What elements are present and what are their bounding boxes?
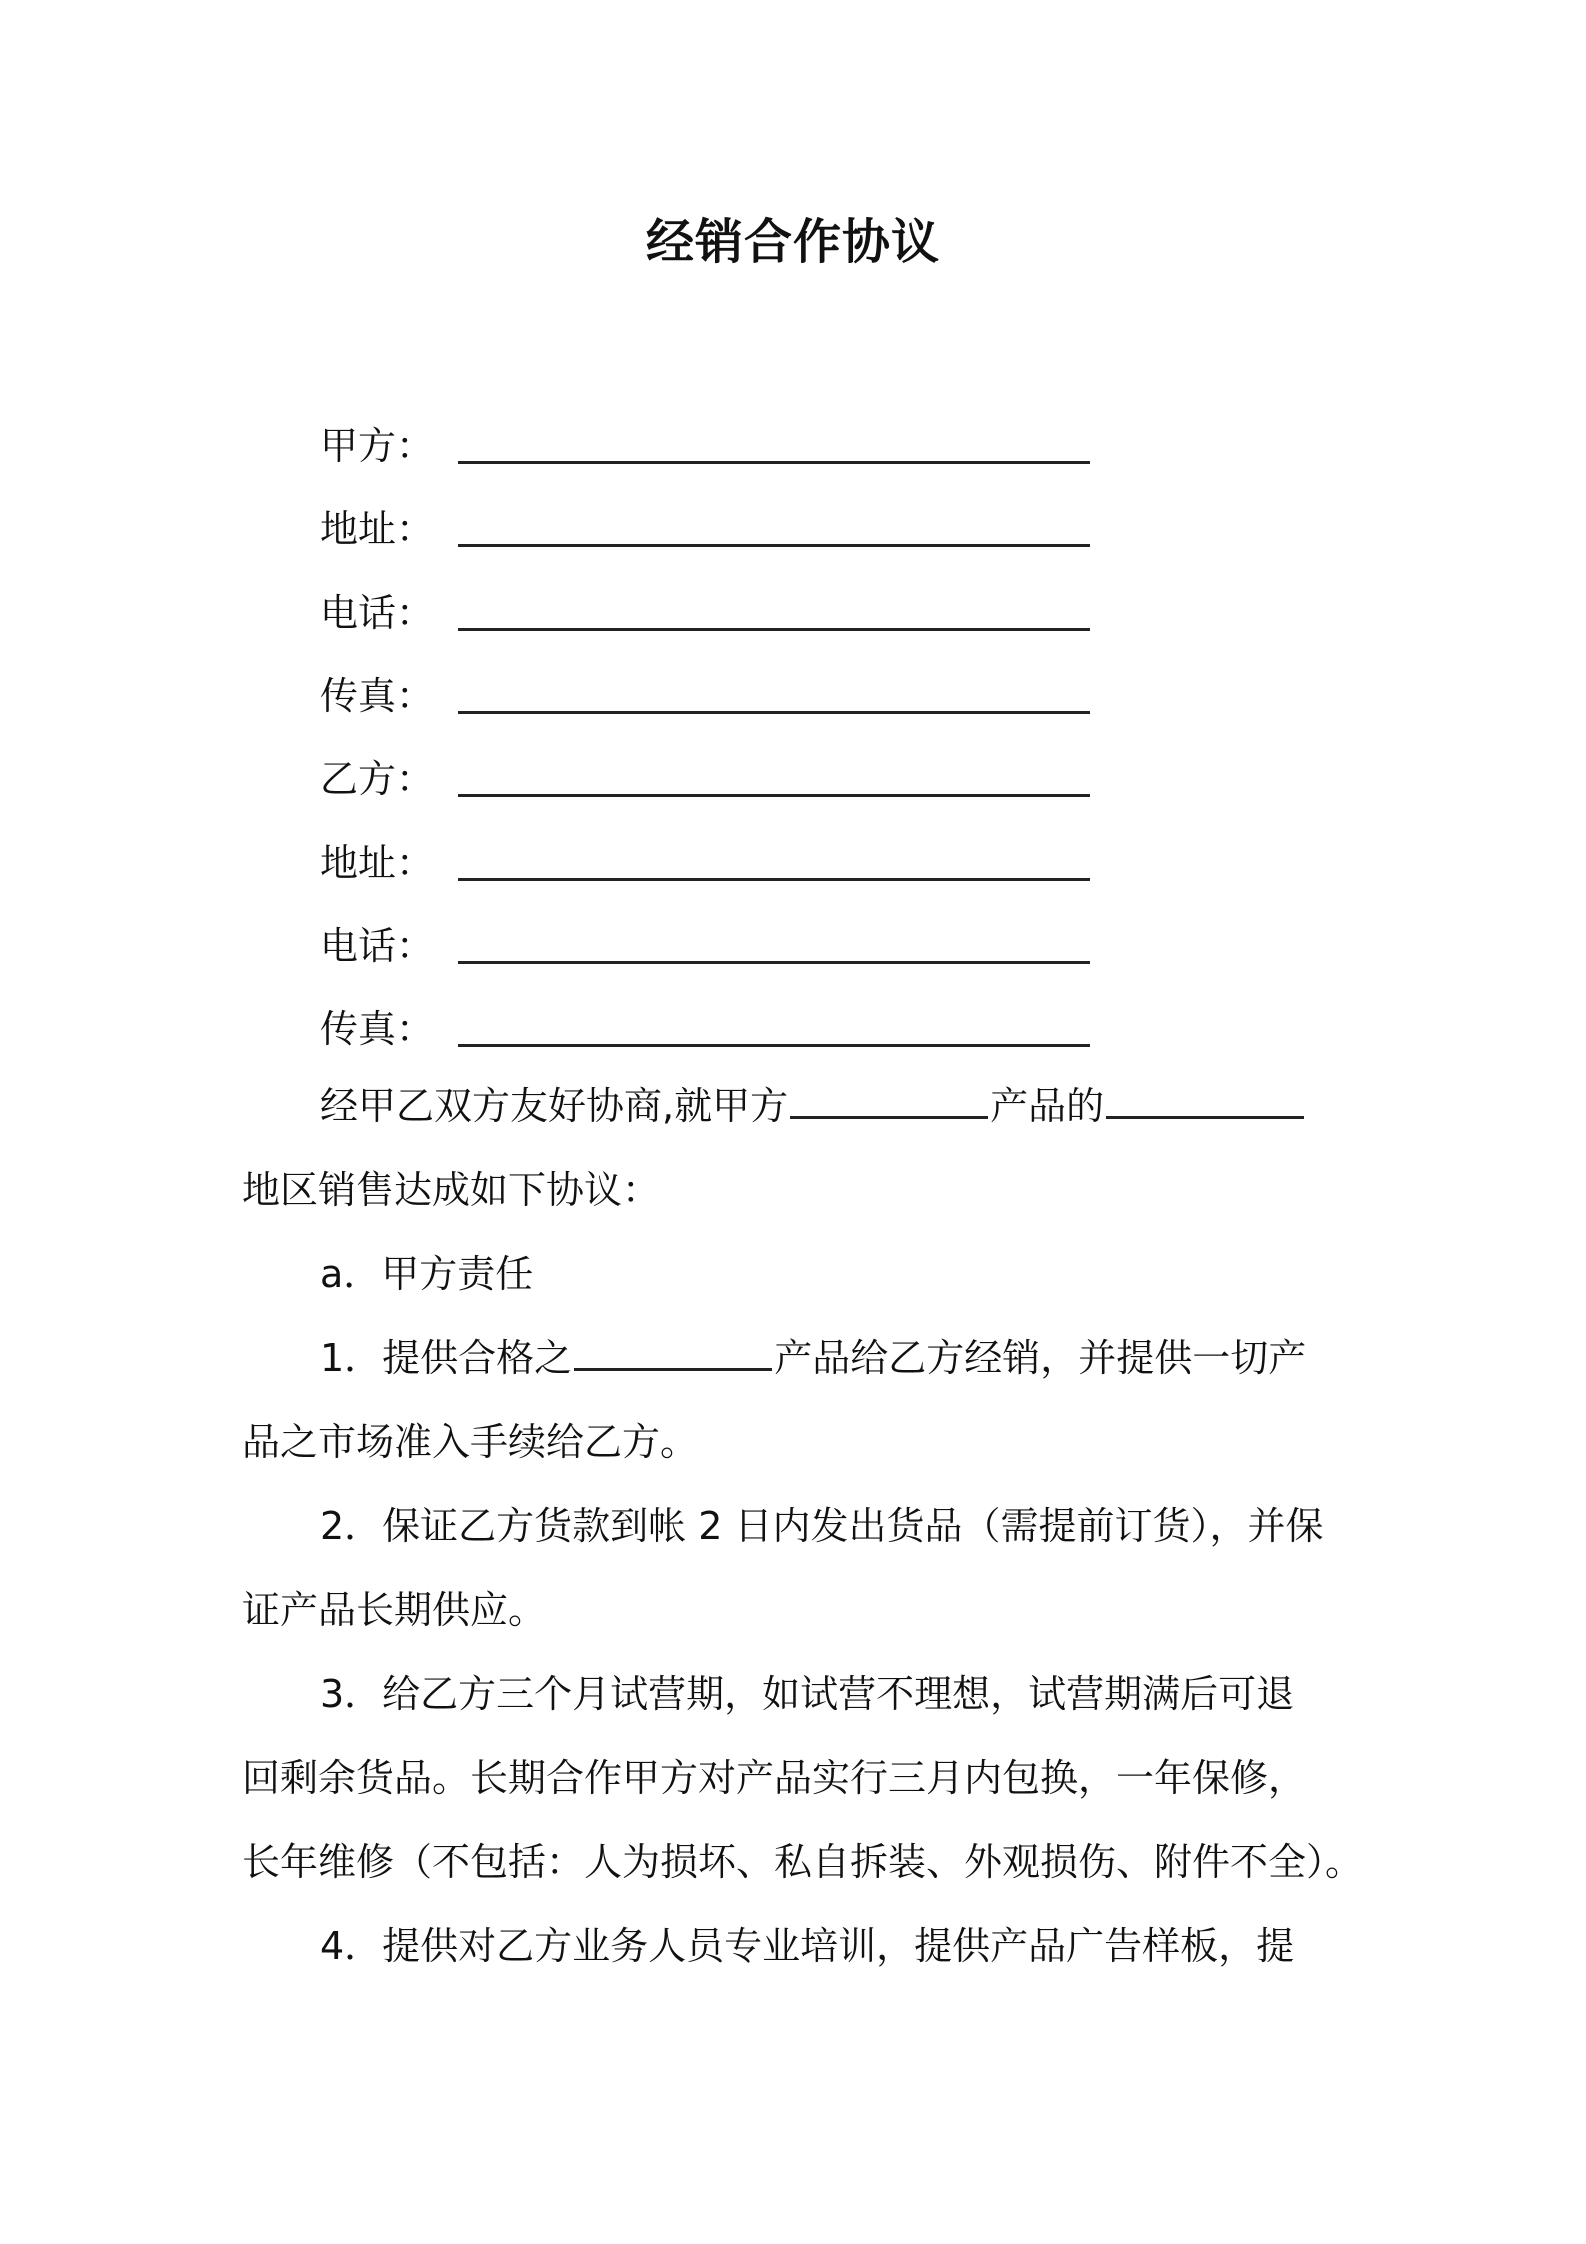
party-a-name-blank (458, 461, 1090, 464)
party-b-fax-blank (458, 1044, 1090, 1047)
item-1-line-2: 品之市场准入手续给乙方。 (242, 1420, 699, 1464)
party-b-address-blank (458, 878, 1090, 881)
document-title: 经销合作协议 (645, 214, 940, 270)
party-a-fax-label: 传真： (320, 674, 435, 718)
party-a-phone-field (320, 587, 1090, 639)
party-a-name-field (320, 420, 1090, 472)
item-2-line-1: 2．保证乙方货款到帐 2 日内发出货品（需提前订货），并保 (320, 1504, 1324, 1548)
party-a-address-field (320, 503, 1090, 555)
section-a-heading (242, 1232, 1354, 1316)
party-b-phone-field (320, 920, 1090, 972)
party-a-name-label: 甲方： (320, 424, 435, 468)
party-b-name-field (320, 753, 1090, 805)
intro-text-part1: 经甲乙双方友好协商,就甲方 (320, 1084, 789, 1128)
party-a-fax-blank (458, 711, 1090, 714)
item-4-line-1: 4．提供对乙方业务人员专业培训，提供产品广告样板，提 (320, 1924, 1295, 1968)
item-3-line-1: 3．给乙方三个月试营期，如试营不理想，试营期满后可退 (320, 1672, 1295, 1716)
product-blank (790, 1116, 988, 1119)
party-b-name-blank (458, 794, 1090, 797)
party-b-fax-label: 传真： (320, 1007, 435, 1051)
party-b-fax-field (320, 1003, 1090, 1055)
party-a-phone-label: 电话： (320, 591, 435, 635)
party-b-address-label: 地址： (320, 841, 435, 885)
party-a-phone-blank (458, 628, 1090, 631)
party-a-address-label: 地址： (320, 507, 435, 551)
item-3-line-3: 长年维修（不包括：人为损坏、私自拆装、外观损伤、附件不全）。 (242, 1840, 1364, 1884)
item-2-line-2: 证产品长期供应。 (242, 1588, 547, 1632)
item-1-line-1 (242, 1316, 1354, 1400)
intro-text-part2: 产品的 (990, 1084, 1105, 1128)
item-1-product-blank (574, 1368, 772, 1371)
party-b-phone-blank (458, 961, 1090, 964)
item-1 (242, 1316, 1354, 1484)
party-a-fax-field (320, 670, 1090, 722)
item-2 (242, 1484, 1354, 1652)
intro-line-1 (242, 1064, 1354, 1148)
party-b-name-label: 乙方： (320, 757, 435, 801)
region-blank (1106, 1116, 1304, 1119)
item-3-line-2: 回剩余货品。长期合作甲方对产品实行三月内包换，一年保修， (242, 1756, 1307, 1800)
item-4 (242, 1904, 1354, 1988)
intro-paragraph (242, 1064, 1354, 1232)
item-1-text-part2: 产品给乙方经销，并提供一切产 (774, 1336, 1307, 1380)
party-b-phone-label: 电话： (320, 924, 435, 968)
party-a-address-blank (458, 544, 1090, 547)
section-a-heading-text: a．甲方责任 (320, 1252, 534, 1296)
intro-line-2: 地区销售达成如下协议： (242, 1168, 661, 1212)
item-1-text-part1: 1．提供合格之 (320, 1336, 573, 1380)
item-3 (242, 1652, 1364, 1904)
party-b-address-field (320, 837, 1090, 889)
